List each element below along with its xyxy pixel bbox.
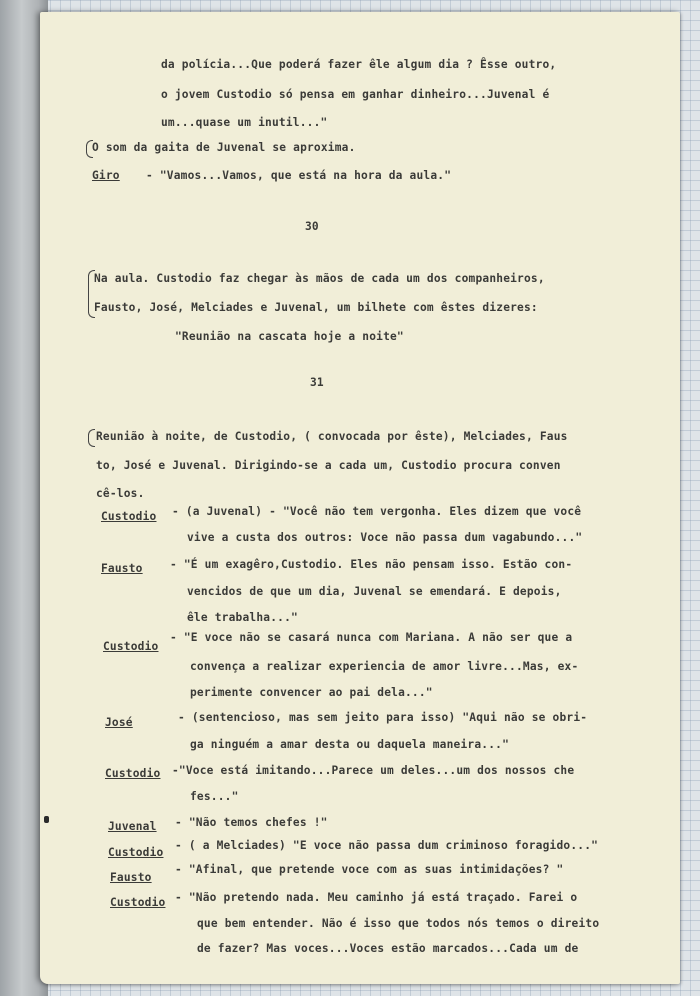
dialogue-line: que bem entender. Não é isso que todos nós temos o direito — [197, 917, 600, 930]
stage-direction: Fausto, José, Melciades e Juvenal, um bilhete com êstes dizeres: — [94, 301, 538, 314]
dialogue-line: vive a custa dos outros: Voce não passa dum vagabundo..." — [187, 531, 583, 544]
text-line: um...quase um inutil..." — [161, 116, 328, 129]
speaker-name: Juvenal — [108, 820, 157, 833]
dialogue-line: - "É um exagêro,Custodio. Eles não pensam isso. Estão con- — [170, 558, 573, 571]
dialogue-line: fes..." — [190, 790, 239, 803]
stage-direction: cê-los. — [96, 487, 145, 500]
dialogue-line: de fazer? Mas voces...Voces estão marcados...Cada um de — [197, 942, 579, 955]
dialogue-line: ga ninguém a amar desta ou daquela maneira..." — [190, 738, 510, 751]
dialogue-line: - (sentencioso, mas sem jeito para isso) "Aqui não se obri- — [178, 711, 588, 724]
dialogue-line: - "Não pretendo nada. Meu caminho já está traçado. Farei o — [175, 891, 578, 904]
stage-direction: O som da gaita de Juvenal se aproxima. — [92, 141, 356, 154]
stage-direction: to, José e Juvenal. Dirigindo-se a cada um, Custodio procura conven — [96, 459, 561, 472]
stage-direction: Reunião à noite, de Custodio, ( convocada por êste), Melciades, Faus — [96, 430, 568, 443]
dialogue-line: - "Não temos chefes !" — [175, 816, 328, 829]
speaker-name: Custodio — [101, 510, 157, 523]
speaker-name: Fausto — [101, 562, 143, 575]
speaker-name: José — [105, 716, 133, 729]
dialogue-line: êle trabalha..." — [187, 611, 298, 624]
dialogue-line: - (a Juvenal) - "Você não tem vergonha. Eles dizem que você — [172, 505, 582, 518]
punch-hole — [44, 816, 49, 823]
stage-direction: Na aula. Custodio faz chegar às mãos de cada um dos companheiros, — [94, 272, 545, 285]
dialogue-line: - "E voce não se casará nunca com Mariana. A não ser que a — [170, 631, 573, 644]
dialogue-line: - "Vamos...Vamos, que está na hora da aula." — [146, 169, 452, 182]
dialogue-line: -"Voce está imitando...Parece um deles...um dos nossos che — [172, 764, 575, 777]
speaker-name: Custodio — [103, 640, 159, 653]
speaker-name: Fausto — [110, 871, 152, 884]
speaker-name: Custodio — [110, 896, 166, 909]
scene-number: 30 — [305, 220, 319, 233]
handwritten-bracket — [88, 429, 95, 447]
dialogue-line: vencidos de que um dia, Juvenal se emendará. E depois, — [187, 585, 562, 598]
dialogue-line: perimente convencer ao pai dela..." — [190, 686, 433, 699]
dialogue-line: - ( a Melciades) "E voce não passa dum criminoso foragido..." — [175, 839, 599, 852]
scene-number: 31 — [310, 376, 324, 389]
speaker-name: Custodio — [108, 846, 164, 859]
dialogue-line: - "Afinal, que pretende voce com as suas intimidações? " — [175, 863, 564, 876]
dialogue-line: convença a realizar experiencia de amor livre...Mas, ex- — [190, 660, 579, 673]
text-line: o jovem Custodio só pensa em ganhar dinheiro...Juvenal é — [161, 88, 550, 101]
speaker-name: Giro — [92, 169, 120, 182]
speaker-name: Custodio — [105, 767, 161, 780]
text-line: da polícia...Que poderá fazer êle algum dia ? Êsse outro, — [161, 58, 557, 71]
stage-direction: "Reunião na cascata hoje a noite" — [175, 330, 404, 343]
